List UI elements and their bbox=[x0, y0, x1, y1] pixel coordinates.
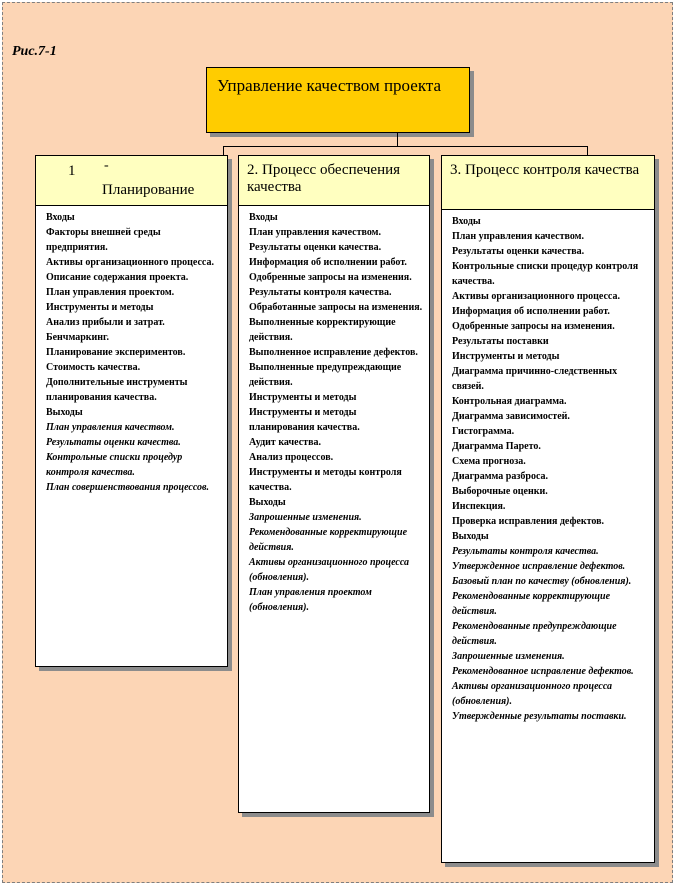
column-control-header bbox=[442, 156, 654, 210]
column-planning-header bbox=[36, 156, 227, 206]
list-item: Диаграмма разброса. bbox=[452, 471, 549, 482]
list-item: План управления проектом. bbox=[46, 287, 175, 298]
section-heading: Инструменты и методы bbox=[46, 302, 154, 313]
output-item: Утвержденные результаты поставки. bbox=[452, 711, 627, 722]
list-item: Обработанные запросы на изменения. bbox=[249, 302, 423, 313]
list-item: План управления качеством. bbox=[452, 231, 584, 242]
list-item: Диаграмма Парето. bbox=[452, 441, 541, 452]
list-item: Факторы внешней среды предприятия. bbox=[46, 227, 161, 253]
output-item: План управления качеством. bbox=[46, 422, 175, 433]
list-item: Выборочные оценки. bbox=[452, 486, 548, 497]
list-item: Аудит качества. bbox=[249, 437, 321, 448]
list-item: Информация об исполнении работ. bbox=[452, 306, 610, 317]
section-heading: Входы bbox=[46, 212, 75, 223]
list-item: Бенчмаркинг. bbox=[46, 332, 109, 343]
output-item: Запрошенные изменения. bbox=[452, 651, 565, 662]
list-item: Выполненные предупреждающие действия. bbox=[249, 362, 402, 388]
list-item: Результаты оценки качества. bbox=[249, 242, 382, 253]
list-item: Одобренные запросы на изменения. bbox=[249, 272, 412, 283]
column-assurance bbox=[238, 155, 430, 813]
section-heading: Выходы bbox=[249, 497, 286, 508]
column-planning-dash: - bbox=[104, 158, 109, 173]
list-item: Дополнительные инструменты планирования качества. bbox=[46, 377, 188, 403]
root-node bbox=[206, 67, 470, 133]
output-item: Утвержденное исправление дефектов. bbox=[452, 561, 626, 572]
connector-right bbox=[587, 146, 588, 155]
output-item: Запрошенные изменения. bbox=[249, 512, 362, 523]
column-planning-body bbox=[36, 206, 227, 499]
list-item: Инспекция. bbox=[452, 501, 506, 512]
list-item: Проверка исправления дефектов. bbox=[452, 516, 605, 527]
column-control-body bbox=[442, 210, 654, 728]
list-item: Анализ прибыли и затрат. bbox=[46, 317, 165, 328]
connector-trunk bbox=[397, 133, 398, 147]
figure-label: Рис.7-1 bbox=[12, 44, 57, 59]
list-item: Описание содержания проекта. bbox=[46, 272, 189, 283]
list-item: Диаграмма зависимостей. bbox=[452, 411, 570, 422]
output-item: Рекомендованные корректирующие действия. bbox=[249, 527, 408, 553]
list-item: Результаты поставки bbox=[452, 336, 549, 347]
output-item: Рекомендованные корректирующие действия. bbox=[452, 591, 611, 617]
list-item: Результаты контроля качества. bbox=[249, 287, 392, 298]
list-item: Гистограмма. bbox=[452, 426, 515, 437]
output-item: План управления проектом (обновления). bbox=[249, 587, 372, 613]
output-item: Активы организационного процесса (обновления). bbox=[249, 557, 410, 583]
output-item: Контрольные списки процедур контроля качества. bbox=[46, 452, 183, 478]
section-heading: Входы bbox=[452, 216, 481, 227]
connector-bar bbox=[223, 146, 587, 147]
list-item: Контрольные списки процедур контроля качества. bbox=[452, 261, 639, 287]
column-planning-title: Планирование bbox=[102, 182, 195, 198]
column-planning bbox=[35, 155, 228, 667]
list-item: Активы организационного процесса. bbox=[46, 257, 214, 268]
section-heading: Выходы bbox=[452, 531, 489, 542]
list-item: Стоимость качества. bbox=[46, 362, 141, 373]
list-item: Анализ процессов. bbox=[249, 452, 334, 463]
column-assurance-body bbox=[239, 206, 429, 619]
column-control bbox=[441, 155, 655, 863]
output-item: Рекомендованные предупреждающие действия. bbox=[452, 621, 617, 647]
root-node-title: Управление качеством проекта bbox=[217, 76, 442, 95]
output-item: Результаты оценки качества. bbox=[46, 437, 181, 448]
output-item: Рекомендованное исправление дефектов. bbox=[452, 666, 634, 677]
output-item: Базовый план по качеству (обновления). bbox=[452, 576, 632, 587]
output-item: План совершенствования процессов. bbox=[46, 482, 209, 493]
list-item: Выполненное исправление дефектов. bbox=[249, 347, 418, 358]
list-item: Информация об исполнении работ. bbox=[249, 257, 407, 268]
list-item: Активы организационного процесса. bbox=[452, 291, 620, 302]
list-item: Инструменты и методы планирования качества. bbox=[249, 407, 360, 433]
list-item: Планирование экспериментов. bbox=[46, 347, 186, 358]
list-item: Схема прогноза. bbox=[452, 456, 526, 467]
column-planning-number: 1 bbox=[68, 163, 76, 179]
list-item: Выполненные корректирующие действия. bbox=[249, 317, 396, 343]
list-item: Результаты оценки качества. bbox=[452, 246, 585, 257]
list-item: Диаграмма причинно-следственных связей. bbox=[452, 366, 618, 392]
list-item: План управления качеством. bbox=[249, 227, 381, 238]
section-heading: Входы bbox=[249, 212, 278, 223]
output-item: Активы организационного процесса (обновления). bbox=[452, 681, 613, 707]
list-item: Инструменты и методы контроля качества. bbox=[249, 467, 402, 493]
section-heading: Выходы bbox=[46, 407, 83, 418]
column-assurance-header bbox=[239, 156, 429, 206]
list-item: Одобренные запросы на изменения. bbox=[452, 321, 615, 332]
section-heading: Инструменты и методы bbox=[452, 351, 560, 362]
column-control-title: 3. Процесс контроля качества bbox=[450, 162, 640, 178]
section-heading: Инструменты и методы bbox=[249, 392, 357, 403]
column-assurance-title: 2. Процесс обеспечения качества bbox=[247, 162, 401, 195]
connector-left bbox=[223, 146, 224, 155]
list-item: Контрольная диаграмма. bbox=[452, 396, 567, 407]
output-item: Результаты контроля качества. bbox=[452, 546, 599, 557]
